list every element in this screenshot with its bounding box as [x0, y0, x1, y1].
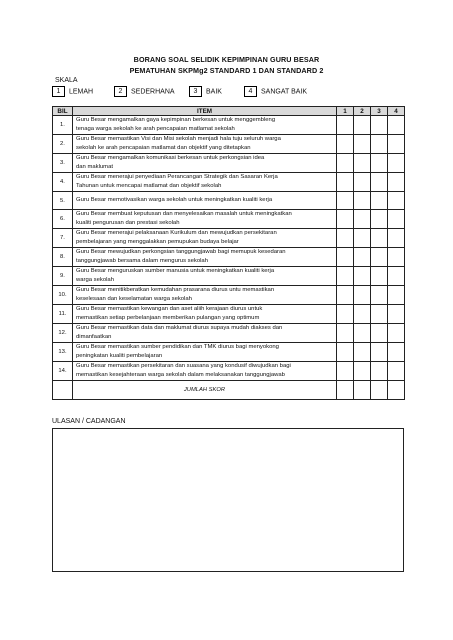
header-score-3: 3 — [371, 107, 388, 116]
row-number: 14. — [53, 362, 73, 381]
score-cell-1[interactable] — [337, 267, 354, 286]
table-row — [53, 229, 405, 248]
score-cell-2[interactable] — [354, 210, 371, 229]
table-row — [53, 286, 405, 305]
table-header-row — [53, 107, 405, 116]
total-score-cell[interactable] — [354, 381, 371, 400]
scale-number-box: 1 — [52, 86, 65, 97]
item-line-1: Guru Besar memastikan persekitaran dan suasana yang kondusif diwujudkan bagi — [76, 363, 291, 370]
score-cell-4[interactable] — [388, 192, 405, 210]
item-line-2: pembelajaran yang menggalakkan pemupukan budaya belajar — [76, 239, 239, 246]
item-line-1: Guru Besar menerajui pelaksanaan Kurikulum dan mewujudkan persekitaran — [76, 230, 277, 237]
item-line-2: memastikan kesejahteraan warga sekolah dalam melaksanakan tanggungjawab — [76, 372, 285, 379]
row-number: 2. — [53, 135, 73, 154]
scale-number-box: 2 — [114, 86, 127, 97]
item-line-1: Guru Besar memastikan data dan maklumat diurus supaya mudah diakses dan — [76, 325, 283, 332]
score-cell-1[interactable] — [337, 154, 354, 173]
scale-item-label: SANGAT BAIK — [261, 88, 308, 96]
table-row — [53, 343, 405, 362]
row-number: 1. — [53, 116, 73, 135]
score-cell-2[interactable] — [354, 267, 371, 286]
item-line-1: Guru Besar menitikberatkan kemudahan prasarana diurus untu memastikan — [76, 287, 275, 294]
row-number: 8. — [53, 248, 73, 267]
item-text — [73, 210, 337, 229]
score-cell-1[interactable] — [337, 362, 354, 381]
scale-item-label: SEDERHANA — [131, 88, 175, 96]
total-blank-cell — [53, 381, 73, 400]
item-text — [73, 324, 337, 343]
item-line-1: Guru Besar mewujudkan perkongsian tanggungjawab bagi memupuk kesedaran — [76, 249, 286, 256]
row-number: 4. — [53, 173, 73, 192]
form-title-line1: BORANG SOAL SELIDIK KEPIMPINAN GURU BESAR — [133, 55, 320, 64]
item-line-1: Guru Besar membuat keputusan dan menyelesaikan masalah untuk meningkatkan — [76, 211, 292, 218]
item-line-2: kualiti pengurusan dan prestasi sekolah — [76, 220, 180, 227]
item-line-2: sekolah ke arah pencapaian matlamat dan objektif yang ditetapkan — [76, 145, 251, 151]
item-line-1: Guru Besar menguruskan sumber manusia untuk meningkatkan kualiti kerja — [76, 268, 275, 275]
score-cell-2[interactable] — [354, 192, 371, 210]
table-row — [53, 116, 405, 135]
total-score-row — [53, 381, 405, 400]
score-cell-4[interactable] — [388, 154, 405, 173]
item-line-2: warga sekolah — [76, 277, 114, 284]
score-cell-1[interactable] — [337, 192, 354, 210]
comments-label: ULASAN / CADANGAN — [52, 418, 126, 425]
score-cell-2[interactable] — [354, 229, 371, 248]
row-number: 10. — [53, 286, 73, 305]
table-row — [53, 324, 405, 343]
row-number: 13. — [53, 343, 73, 362]
item-line-2: tanggungjawab bersama dalam mengurus sekolah — [76, 258, 208, 265]
score-cell-2[interactable] — [354, 305, 371, 324]
score-cell-4[interactable] — [388, 324, 405, 343]
item-text — [73, 267, 337, 286]
score-cell-4[interactable] — [388, 305, 405, 324]
item-line-1: Guru Besar memastikan kewangan dan aset aliih kerajaan diurus untuk — [76, 306, 263, 313]
scale-number-box: 3 — [189, 86, 202, 97]
score-cell-4[interactable] — [388, 362, 405, 381]
score-cell-2[interactable] — [354, 248, 371, 267]
score-cell-4[interactable] — [388, 267, 405, 286]
score-cell-3[interactable] — [371, 343, 388, 362]
score-cell-3[interactable] — [371, 173, 388, 192]
score-cell-4[interactable] — [388, 116, 405, 135]
item-line-2: tenaga warga sekolah ke arah pencapaian matlamat sekolah — [76, 126, 235, 132]
score-cell-2[interactable] — [354, 154, 371, 173]
table-row — [53, 154, 405, 173]
header-bil: BIL — [53, 107, 73, 116]
scale-item-1 — [52, 86, 93, 97]
total-score-label: JUMLAH SKOR — [73, 381, 337, 400]
score-cell-4[interactable] — [388, 229, 405, 248]
row-number: 7. — [53, 229, 73, 248]
item-text — [73, 343, 337, 362]
item-text — [73, 286, 337, 305]
score-cell-1[interactable] — [337, 305, 354, 324]
scale-item-4 — [244, 86, 307, 97]
item-line-2: keselesaan dan keselamatan warga sekolah — [76, 296, 192, 303]
score-cell-1[interactable] — [337, 116, 354, 135]
scale-item-2 — [114, 86, 175, 97]
score-cell-4[interactable] — [388, 135, 405, 154]
item-line-2: dimanfaatkan — [76, 334, 112, 341]
score-cell-2[interactable] — [354, 116, 371, 135]
scale-number-box: 4 — [244, 86, 257, 97]
item-line-1: Guru Besar mengamalkan gaya kepimpinan berkesan untuk menggembleng — [76, 117, 276, 123]
item-text — [73, 173, 337, 192]
score-cell-2[interactable] — [354, 286, 371, 305]
table-row — [53, 248, 405, 267]
header-item: ITEM — [73, 107, 337, 116]
row-number: 12. — [53, 324, 73, 343]
score-cell-1[interactable] — [337, 248, 354, 267]
total-score-cell[interactable] — [337, 381, 354, 400]
score-cell-1[interactable] — [337, 173, 354, 192]
score-cell-3[interactable] — [371, 192, 388, 210]
table-row — [53, 192, 405, 210]
item-line-2: Tahunan untuk mencapai matlamat dan objektif sekolah — [76, 183, 222, 189]
total-score-cell[interactable] — [388, 381, 405, 400]
item-text — [73, 305, 337, 324]
scale-item-label: LEMAH — [69, 88, 94, 96]
item-text — [73, 362, 337, 381]
item-line-1: Guru Besar memastikan sumber pendidikan dan TMK diurus bagi menyokong — [76, 344, 279, 351]
table-row — [53, 362, 405, 381]
score-cell-4[interactable] — [388, 343, 405, 362]
score-cell-1[interactable] — [337, 135, 354, 154]
score-cell-3[interactable] — [371, 362, 388, 381]
score-cell-1[interactable] — [337, 343, 354, 362]
score-cell-3[interactable] — [371, 324, 388, 343]
table-row — [53, 135, 405, 154]
item-text — [73, 192, 337, 210]
item-text — [73, 154, 337, 173]
item-line-2: dan maklumat — [76, 164, 113, 170]
row-number: 11. — [53, 305, 73, 324]
score-cell-3[interactable] — [371, 248, 388, 267]
questionnaire-table — [52, 106, 405, 400]
score-cell-4[interactable] — [388, 248, 405, 267]
score-cell-2[interactable] — [354, 135, 371, 154]
score-cell-2[interactable] — [354, 324, 371, 343]
header-score-4: 4 — [388, 107, 405, 116]
item-line-1: Guru Besar memastikan Visi dan Misi sekolah menjadi hala tuju seluruh warga — [76, 136, 281, 142]
score-cell-3[interactable] — [371, 154, 388, 173]
score-cell-1[interactable] — [337, 324, 354, 343]
scale-item-3 — [189, 86, 222, 97]
item-line-2: peningkatan kualiti pembelajaran — [76, 353, 163, 360]
item-text — [73, 135, 337, 154]
item-text — [73, 248, 337, 267]
score-cell-3[interactable] — [371, 286, 388, 305]
scale-label: SKALA — [55, 77, 78, 84]
item-text — [73, 229, 337, 248]
score-cell-1[interactable] — [337, 229, 354, 248]
score-cell-3[interactable] — [371, 210, 388, 229]
score-cell-4[interactable] — [388, 210, 405, 229]
scale-item-label: BAIK — [206, 88, 222, 96]
item-line-1: Guru Besar menerajui penyediaan Perancangan Strategik dan Sasaran Kerja — [76, 174, 278, 180]
score-cell-3[interactable] — [371, 229, 388, 248]
item-line-1: Guru Besar mengamalkan komunikasi berkesan untuk perkongsian idea — [76, 155, 265, 161]
score-cell-3[interactable] — [371, 135, 388, 154]
item-text — [73, 116, 337, 135]
row-number: 6. — [53, 210, 73, 229]
score-cell-1[interactable] — [337, 286, 354, 305]
score-cell-3[interactable] — [371, 267, 388, 286]
score-cell-3[interactable] — [371, 305, 388, 324]
score-cell-2[interactable] — [354, 173, 371, 192]
row-number: 5. — [53, 192, 73, 210]
score-cell-1[interactable] — [337, 210, 354, 229]
comments-box[interactable] — [52, 428, 404, 572]
table-row — [53, 210, 405, 229]
header-score-2: 2 — [354, 107, 371, 116]
score-cell-2[interactable] — [354, 343, 371, 362]
header-score-1: 1 — [337, 107, 354, 116]
row-number: 9. — [53, 267, 73, 286]
total-score-cell[interactable] — [371, 381, 388, 400]
table-row — [53, 173, 405, 192]
item-line-1: Guru Besar memotivasikan warga sekolah untuk meningkatkan kualiti kerja — [76, 197, 273, 204]
row-number: 3. — [53, 154, 73, 173]
item-line-2: memastikan setiap perbelanjaan memberikan pulangan yang optimum — [76, 315, 260, 322]
score-cell-3[interactable] — [371, 116, 388, 135]
score-cell-2[interactable] — [354, 362, 371, 381]
form-title-line2: PEMATUHAN SKPMg2 STANDARD 1 DAN STANDARD 2 — [129, 66, 324, 75]
score-cell-4[interactable] — [388, 173, 405, 192]
score-cell-4[interactable] — [388, 286, 405, 305]
table-row — [53, 305, 405, 324]
table-row — [53, 267, 405, 286]
